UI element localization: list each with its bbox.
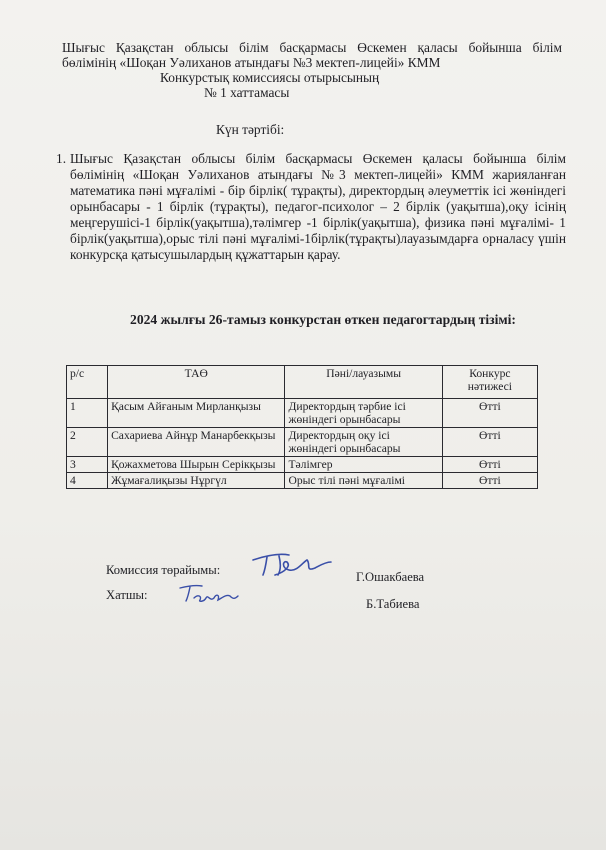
table-row [67,457,538,473]
header-result: Конкурс нәтижесі [442,366,537,399]
agenda-title: Күн тәртібі: [216,122,285,137]
secretary-label: Хатшы: [106,588,148,602]
agenda-item [56,151,566,263]
table-header-row [67,366,538,399]
protocol-number: № 1 хаттамасы [204,85,290,100]
row-num: 2 [67,428,108,457]
row-name: Қасым Айғаным Мирланқызы [108,399,285,428]
row-position: Тәлімгер [285,457,442,473]
header-line-1: Шығыс Қазақстан облысы білім басқармасы Өскемен қаласы бойынша білім [62,40,562,55]
header-num: р/с [67,366,108,399]
row-num: 4 [67,473,108,489]
table-row [67,473,538,489]
chair-signature-icon [245,548,335,582]
header-name: ТАӨ [108,366,285,399]
chair-name: Г.Ошакбаева [356,570,425,584]
row-result: Өтті [442,428,537,457]
header-position: Пәні/лауазымы [285,366,442,399]
table-row [67,428,538,457]
row-name: Сахариева Айнұр Манарбекқызы [108,428,285,457]
agenda-item-text: Шығыс Қазақстан облысы білім басқармасы Өскемен қаласы бойынша білім бөлімінің «Шоқан Уәлиханов атындағы №3 мектеп-лицейі» КММ жарияланған математика пәні мұғалімі - бір бірлік( тұрақты), директордың әлеуметтік ісі жөніндегі орынбасары - 1 бірлік (тұрақты), педагог-психолог – 2 бірлік (уақытша),оқу ісінің меңгерушісі-1 бірлік(уақытша),тәлімгер -1 бірлік(уақытша), физика пәні мұғалімі- 1 бірлік(уақытша),орыс тілі пәні мұғалімі-1бірлік(тұрақты)лауазымдарға орналасу үшін конкурсқа қатысушылардың құжаттарын қарау. [70,151,566,262]
secretary-name: Б.Табиева [366,597,420,611]
row-result: Өтті [442,399,537,428]
row-position: Директордың тәрбие ісі жөніндегі орынбасары [285,399,442,428]
header-line-2: бөлімінің «Шоқан Уәлиханов атындағы №3 мектеп-лицейі» КММ [62,55,441,70]
header-line-3: Конкурстық комиссиясы отырысының [160,70,380,85]
row-num: 1 [67,399,108,428]
results-table [66,365,538,489]
document-header [62,40,562,100]
row-position: Директордың оқу ісі жөніндегі орынбасары [285,428,442,457]
row-position: Орыс тілі пәні мұғалімі [285,473,442,489]
row-result: Өтті [442,473,537,489]
row-name: Жұмағалиқызы Нұргүл [108,473,285,489]
list-title: 2024 жылғы 26-тамыз конкурстан өткен педагогтардың тізімі: [130,312,516,327]
table-row [67,399,538,428]
secretary-signature-icon [176,582,242,606]
row-num: 3 [67,457,108,473]
row-name: Қожахметова Шырын Серікқызы [108,457,285,473]
agenda-item-number: 1. [56,151,67,166]
row-result: Өтті [442,457,537,473]
chair-label: Комиссия төрайымы: [106,563,221,577]
